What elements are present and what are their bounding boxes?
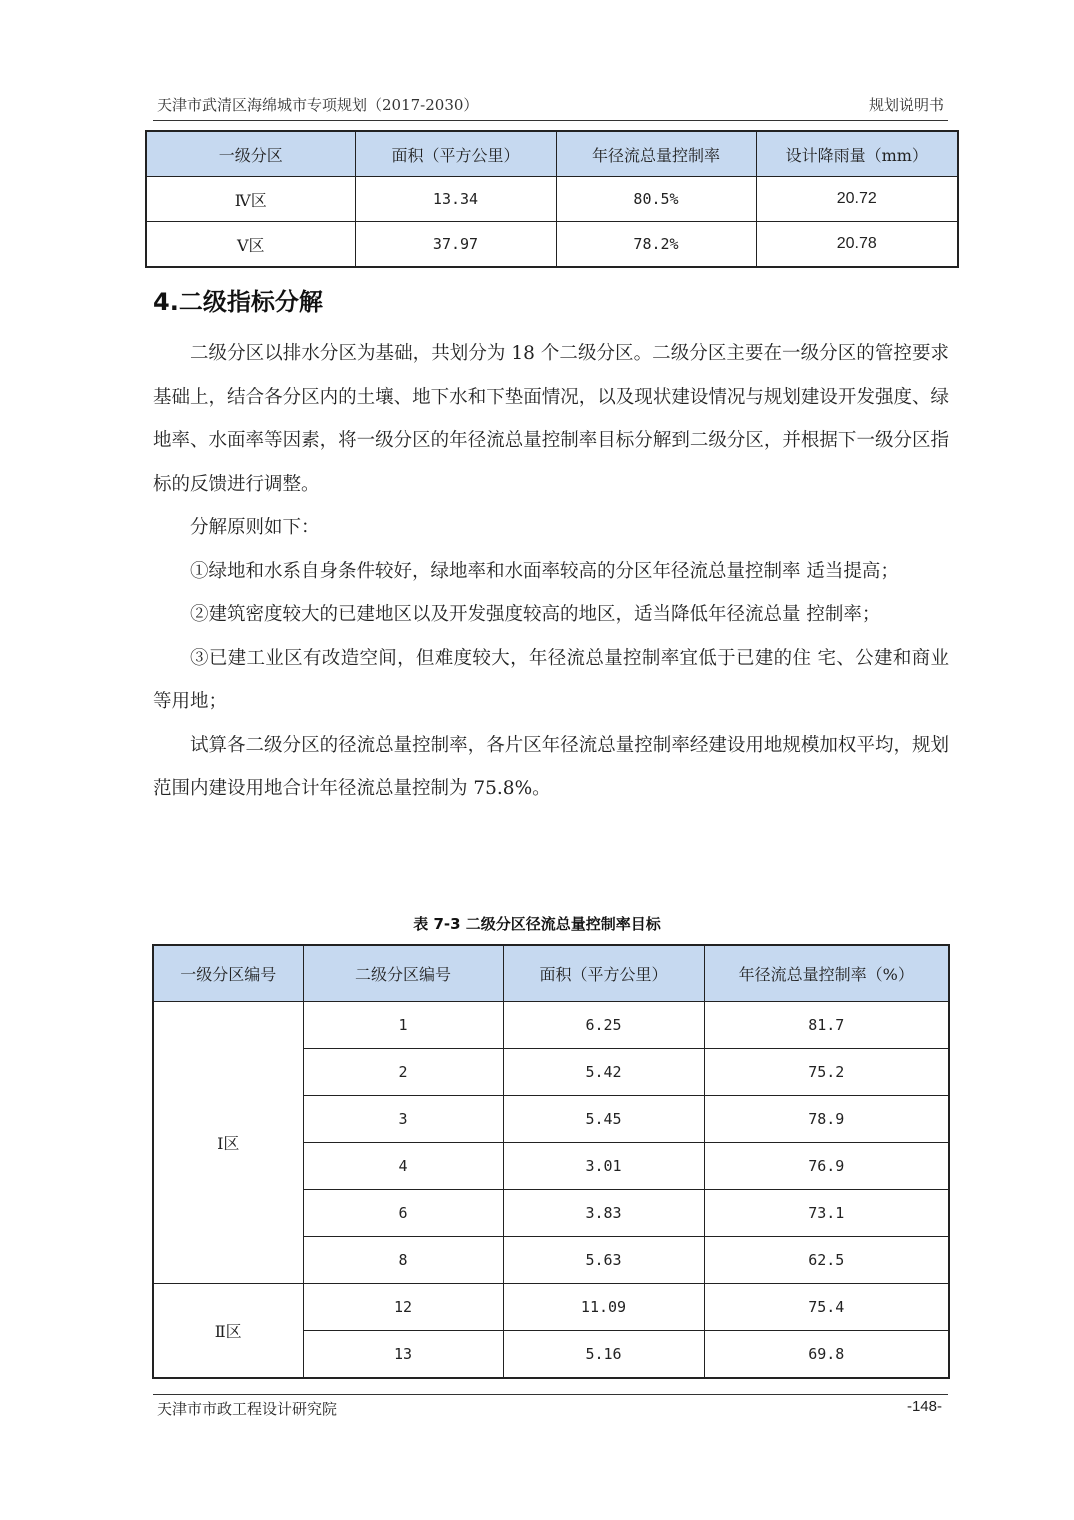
body-text bbox=[153, 332, 949, 811]
zone-summary-table bbox=[145, 130, 959, 268]
primary-zone-cell: Ⅰ区 bbox=[153, 1002, 303, 1284]
footer-org: 天津市市政工程设计研究院 bbox=[157, 1400, 338, 1418]
table-header-row bbox=[146, 131, 958, 177]
area-cell: 3.01 bbox=[503, 1143, 704, 1190]
column-header: 一级分区 bbox=[146, 131, 355, 177]
control-rate-cell: 81.7 bbox=[704, 1002, 949, 1049]
paragraph: ③已建工业区有改造空间，但难度较大，年径流总量控制率宜低于已建的住 宅、公建和商业等用地； bbox=[153, 647, 949, 712]
paragraph: ①绿地和水系自身条件较好，绿地率和水面率较高的分区年径流总量控制率 适当提高； bbox=[190, 560, 899, 582]
control-rate-cell: 80.5% bbox=[556, 177, 756, 222]
column-header: 年径流总量控制率（%） bbox=[704, 945, 949, 1002]
control-rate-cell: 62.5 bbox=[704, 1237, 949, 1284]
subzone-id-cell: 2 bbox=[303, 1049, 503, 1096]
header-title: 天津市武清区海绵城市专项规划（2017-2030） bbox=[157, 96, 479, 114]
footer-divider bbox=[153, 1394, 948, 1395]
column-header: 二级分区编号 bbox=[303, 945, 503, 1002]
area-cell: 5.16 bbox=[503, 1331, 704, 1379]
subzone-id-cell: 13 bbox=[303, 1331, 503, 1379]
header-doc-type: 规划说明书 bbox=[868, 96, 944, 114]
table-header-row bbox=[153, 945, 949, 1002]
table-row bbox=[153, 1284, 949, 1331]
subzone-id-cell: 12 bbox=[303, 1284, 503, 1331]
subzone-id-cell: 1 bbox=[303, 1002, 503, 1049]
control-rate-cell: 69.8 bbox=[704, 1331, 949, 1379]
paragraph: 试算各二级分区的径流总量控制率，各片区年径流总量控制率经建设用地规模加权平均，规划范围内建设用地合计年径流总量控制为 75.8%。 bbox=[153, 734, 949, 799]
column-header: 面积（平方公里） bbox=[355, 131, 556, 177]
area-cell: 6.25 bbox=[503, 1002, 704, 1049]
rainfall-cell: 20.78 bbox=[756, 222, 958, 268]
area-cell: 13.34 bbox=[355, 177, 556, 222]
area-cell: 11.09 bbox=[503, 1284, 704, 1331]
column-header: 年径流总量控制率 bbox=[556, 131, 756, 177]
control-rate-cell: 78.9 bbox=[704, 1096, 949, 1143]
table-row bbox=[146, 222, 958, 268]
subzone-id-cell: 4 bbox=[303, 1143, 503, 1190]
table-row bbox=[146, 177, 958, 222]
subzone-control-table bbox=[152, 944, 950, 1379]
page-number: -148- bbox=[906, 1398, 942, 1415]
area-cell: 5.45 bbox=[503, 1096, 704, 1143]
area-cell: 5.42 bbox=[503, 1049, 704, 1096]
paragraph: 二级分区以排水分区为基础，共划分为 18 个二级分区。二级分区主要在一级分区的管控要求基础上，结合各分区内的土壤、地下水和下垫面情况，以及现状建设情况与规划建设开发强度、绿地率、水面率等因素，将一级分区的年径流总量控制率目标分解到二级分区，并根据下一级分区指标的反馈进行调整。 bbox=[153, 343, 949, 495]
control-rate-cell: 76.9 bbox=[704, 1143, 949, 1190]
zone-cell: Ⅴ区 bbox=[146, 222, 355, 268]
rainfall-cell: 20.72 bbox=[756, 177, 958, 222]
header-divider bbox=[153, 120, 948, 121]
area-cell: 5.63 bbox=[503, 1237, 704, 1284]
column-header: 面积（平方公里） bbox=[503, 945, 704, 1002]
control-rate-cell: 78.2% bbox=[556, 222, 756, 268]
control-rate-cell: 73.1 bbox=[704, 1190, 949, 1237]
subzone-id-cell: 6 bbox=[303, 1190, 503, 1237]
zone-cell: Ⅳ区 bbox=[146, 177, 355, 222]
table-row bbox=[153, 1002, 949, 1049]
area-cell: 3.83 bbox=[503, 1190, 704, 1237]
paragraph: 分解原则如下： bbox=[190, 517, 320, 538]
table-caption: 表 7-3 二级分区径流总量控制率目标 bbox=[413, 915, 661, 933]
column-header: 设计降雨量（mm） bbox=[756, 131, 958, 177]
subzone-id-cell: 3 bbox=[303, 1096, 503, 1143]
area-cell: 37.97 bbox=[355, 222, 556, 268]
control-rate-cell: 75.2 bbox=[704, 1049, 949, 1096]
paragraph: ②建筑密度较大的已建地区以及开发强度较高的地区，适当降低年径流总量 控制率； bbox=[190, 604, 881, 625]
control-rate-cell: 75.4 bbox=[704, 1284, 949, 1331]
primary-zone-cell: Ⅱ区 bbox=[153, 1284, 303, 1379]
page-header bbox=[153, 92, 948, 120]
subzone-id-cell: 8 bbox=[303, 1237, 503, 1284]
column-header: 一级分区编号 bbox=[153, 945, 303, 1002]
section-title: 4.二级指标分解 bbox=[153, 288, 323, 316]
